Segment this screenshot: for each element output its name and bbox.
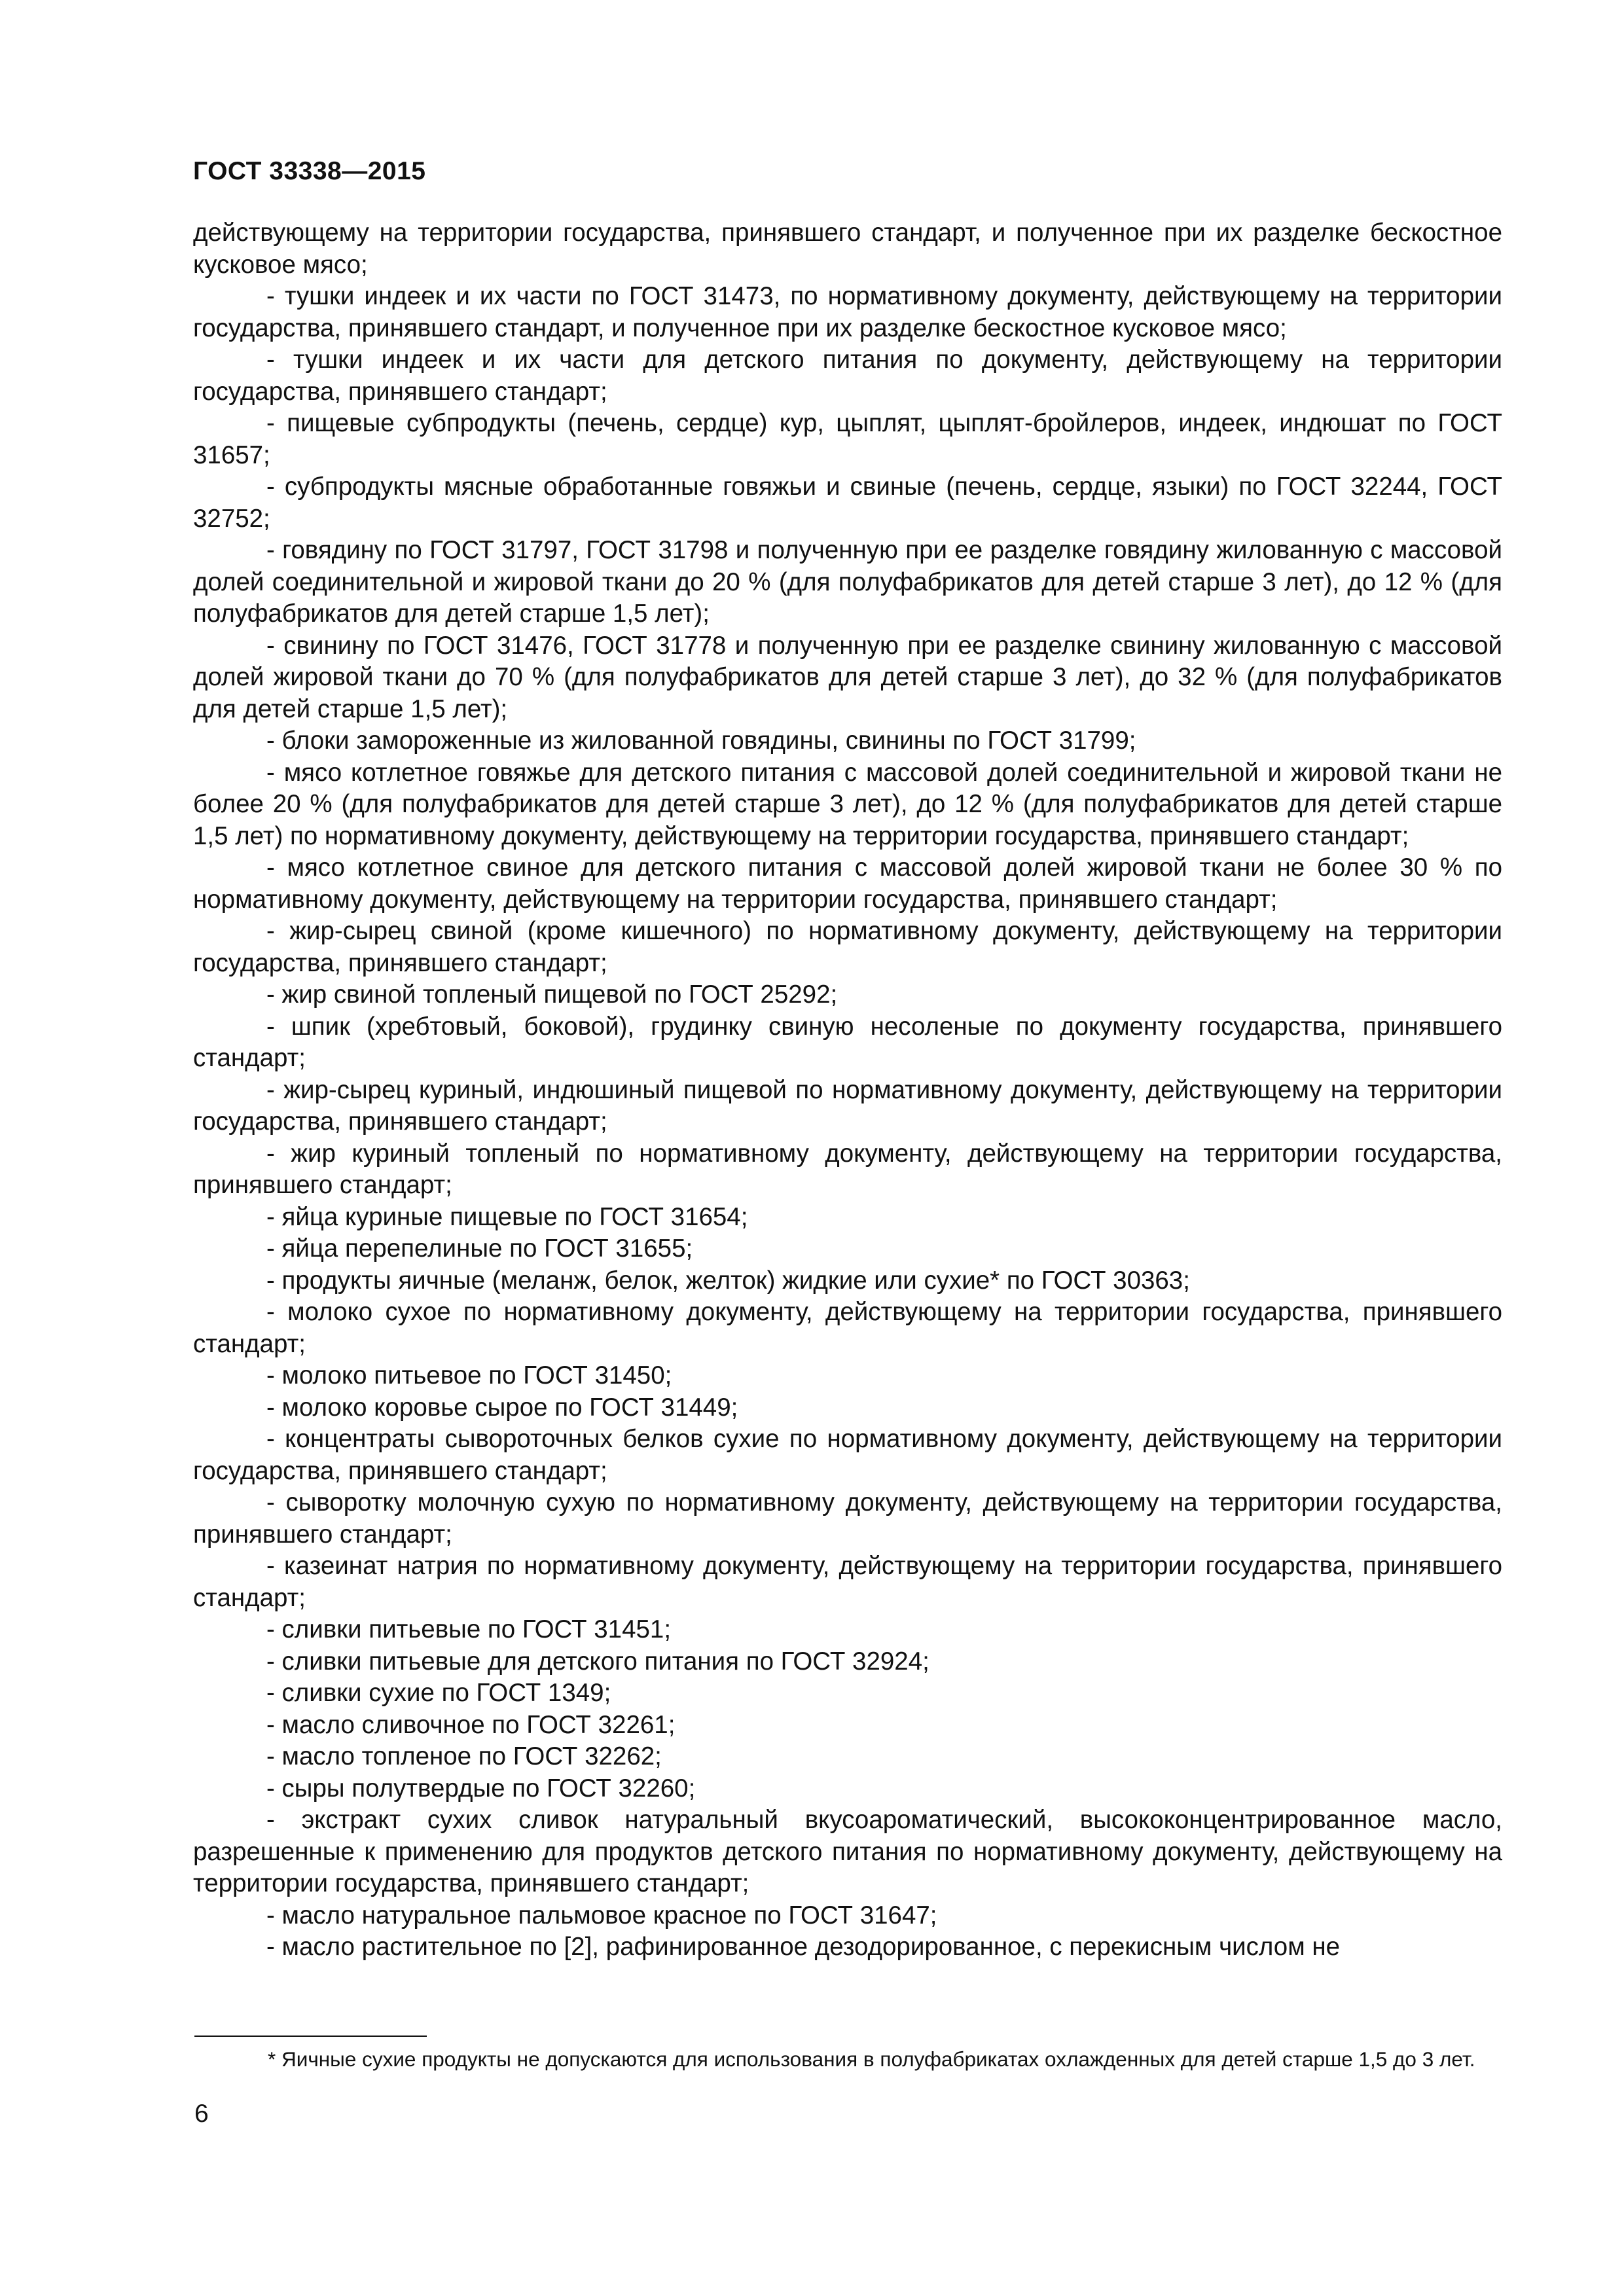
list-item: - жир-сырец свиной (кроме кишечного) по нормативному документу, действующему на территории государства, принявшего стандарт; <box>193 917 1502 977</box>
list-item: - тушки индеек и их части по ГОСТ 31473, по нормативному документу, действующему на территории государства, принявшего стандарт, и полученное при их разделке бескостное кусковое мясо; <box>193 282 1502 342</box>
footnote-separator <box>194 2036 427 2037</box>
list-item: - концентраты сывороточных белков сухие по нормативному документу, действующему на территории государства, принявшего стандарт; <box>193 1425 1502 1485</box>
list-item: - сливки питьевые для детского питания по ГОСТ 32924; <box>266 1647 929 1676</box>
list-item: - жир-сырец куриный, индюшиный пищевой по нормативному документу, действующему на территории государства, принявшего стандарт; <box>193 1075 1502 1136</box>
list-item: - сливки сухие по ГОСТ 1349; <box>266 1679 611 1707</box>
list-item: - масло сливочное по ГОСТ 32261; <box>266 1710 676 1739</box>
list-item: - масло растительное по [2], рафинированное дезодорированное, с перекисным числом не <box>266 1933 1341 1961</box>
body-text <box>193 217 1502 1964</box>
list-item: - продукты яичные (меланж, белок, желток) жидкие или сухие* по ГОСТ 30363; <box>266 1266 1190 1295</box>
list-item: - мясо котлетное свиное для детского питания с массовой долей жировой ткани не более 30 % по нормативному документу, действующему на территории государства, принявшего стандарт; <box>193 853 1502 914</box>
list-item: - жир свиной топленый пищевой по ГОСТ 25292; <box>266 980 838 1009</box>
list-item: - говядину по ГОСТ 31797, ГОСТ 31798 и полученную при ее разделке говядину жилованную с массовой долей соединительной и жировой ткани до 20 % (для полуфабрикатов для детей старше 3 лет), до 12 % (для полуфабрикатов для детей старше 1,5 лет); <box>193 536 1502 628</box>
list-item: - молоко коровье сырое по ГОСТ 31449; <box>266 1393 738 1422</box>
list-item: - молоко сухое по нормативному документу, действующему на территории государства, принявшего стандарт; <box>193 1298 1502 1358</box>
list-item: - сыворотку молочную сухую по нормативному документу, действующему на территории государства, принявшего стандарт; <box>193 1488 1502 1549</box>
footnote: * Яичные сухие продукты не допускаются для использования в полуфабрикатах охлажденных для детей старше 1,5 до 3 лет. <box>268 2047 1475 2071</box>
list-item: - мясо котлетное говяжье для детского питания с массовой долей соединительной и жировой ткани не более 20 % (для полуфабрикатов для детей старше 3 лет), до 12 % (для полуфабрикатов для детей старше 1,5 лет) по нормативному документу, действующему на территории государства, принявшего стандарт; <box>193 758 1502 850</box>
list-item: - казеинат натрия по нормативному документу, действующему на территории государства, принявшего стандарт; <box>193 1552 1502 1612</box>
list-item: - сыры полутвердые по ГОСТ 32260; <box>266 1774 696 1803</box>
document-code-header: ГОСТ 33338—2015 <box>193 157 426 185</box>
list-item: - субпродукты мясные обработанные говяжьи и свиные (печень, сердце, языки) по ГОСТ 32244, ГОСТ 32752; <box>193 473 1502 533</box>
continuation-paragraph: действующему на территории государства, принявшего стандарт, и полученное при их разделке бескостное кусковое мясо; <box>193 219 1502 279</box>
list-item: - экстракт сухих сливок натуральный вкусоароматический, высококонцентрированное масло, разрешенные к применению для продуктов детского питания по нормативному документу, действующему на территории государства, принявшего стандарт; <box>193 1806 1502 1897</box>
list-item: - сливки питьевые по ГОСТ 31451; <box>266 1615 672 1643</box>
list-item: - жир куриный топленый по нормативному документу, действующему на территории государства, принявшего стандарт; <box>193 1139 1502 1199</box>
list-item: - яйца перепелиные по ГОСТ 31655; <box>266 1234 693 1263</box>
list-item: - свинину по ГОСТ 31476, ГОСТ 31778 и полученную при ее разделке свинину жилованную с массовой долей жировой ткани до 70 % (для полуфабрикатов для детей старше 3 лет), до 32 % (для полуфабрикатов для детей старше 1,5 лет); <box>193 631 1502 723</box>
list-item: - масло топленое по ГОСТ 32262; <box>266 1742 662 1770</box>
list-item: - шпик (хребтовый, боковой), грудинку свиную несоленые по документу государства, принявшего стандарт; <box>193 1012 1502 1072</box>
list-item: - масло натуральное пальмовое красное по ГОСТ 31647; <box>266 1901 937 1929</box>
page-number: 6 <box>194 2100 209 2128</box>
list-item: - пищевые субпродукты (печень, сердце) кур, цыплят, цыплят-бройлеров, индеек, индюшат по ГОСТ 31657; <box>193 409 1502 469</box>
list-item: - тушки индеек и их части для детского питания по документу, действующему на территории государства, принявшего стандарт; <box>193 346 1502 406</box>
list-item: - молоко питьевое по ГОСТ 31450; <box>266 1361 672 1390</box>
list-item: - яйца куриные пищевые по ГОСТ 31654; <box>266 1202 748 1231</box>
ingredient-list <box>193 281 1502 1964</box>
list-item: - блоки замороженные из жилованной говядины, свинины по ГОСТ 31799; <box>266 726 1136 755</box>
